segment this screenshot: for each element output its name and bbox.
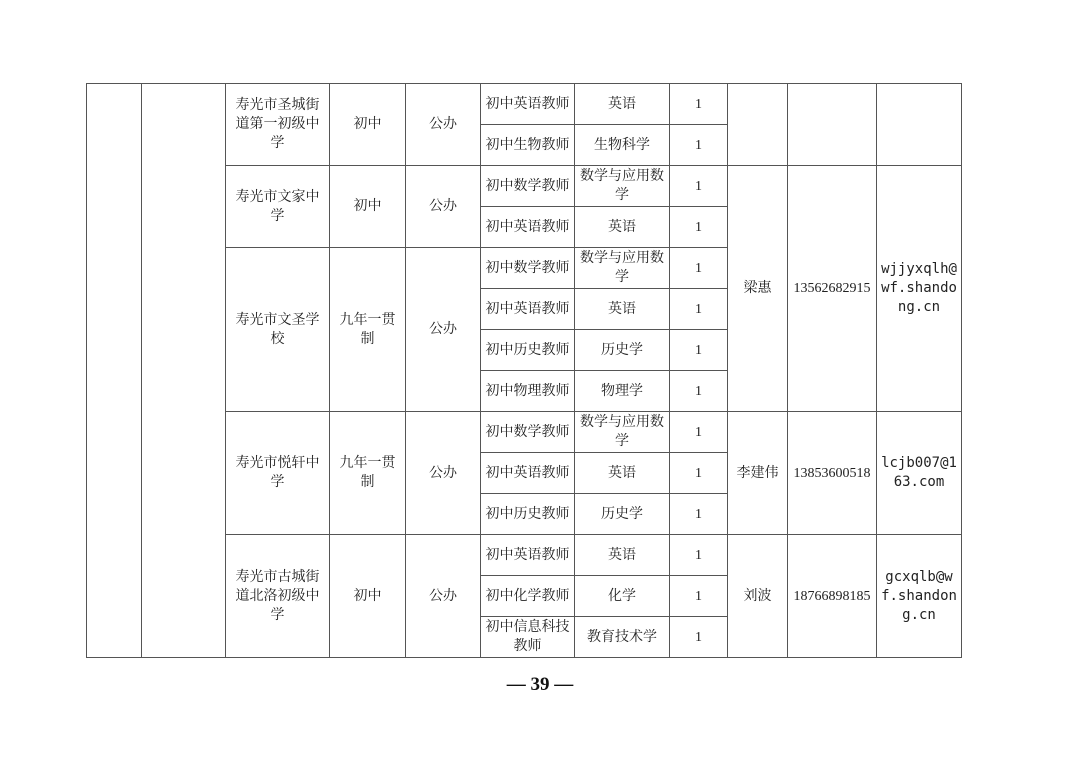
position-title: 初中英语教师 [481, 535, 575, 576]
contact-person: 刘波 [728, 535, 788, 658]
school-level: 初中 [330, 535, 406, 658]
school-level: 初中 [330, 84, 406, 166]
school-type: 公办 [406, 84, 481, 166]
position-major: 数学与应用数学 [575, 248, 670, 289]
position-count: 1 [670, 166, 728, 207]
contact-person: 李建伟 [728, 412, 788, 535]
school-level: 九年一贯制 [330, 248, 406, 412]
position-count: 1 [670, 84, 728, 125]
position-count: 1 [670, 535, 728, 576]
position-major: 历史学 [575, 494, 670, 535]
contact-phone-empty [788, 84, 877, 166]
school-level: 初中 [330, 166, 406, 248]
table-row [87, 84, 962, 125]
position-major: 数学与应用数学 [575, 166, 670, 207]
position-count: 1 [670, 412, 728, 453]
position-title: 初中化学教师 [481, 576, 575, 617]
position-title: 初中生物教师 [481, 125, 575, 166]
position-count: 1 [670, 371, 728, 412]
position-major: 英语 [575, 84, 670, 125]
position-title: 初中英语教师 [481, 289, 575, 330]
position-title: 初中信息科技教师 [481, 617, 575, 658]
position-major: 英语 [575, 453, 670, 494]
school-type: 公办 [406, 248, 481, 412]
position-count: 1 [670, 576, 728, 617]
contact-email-empty [877, 84, 962, 166]
school-level: 九年一贯制 [330, 412, 406, 535]
position-major: 数学与应用数学 [575, 412, 670, 453]
position-title: 初中英语教师 [481, 207, 575, 248]
position-title: 初中英语教师 [481, 453, 575, 494]
position-major: 英语 [575, 207, 670, 248]
position-major: 化学 [575, 576, 670, 617]
position-major: 物理学 [575, 371, 670, 412]
position-major: 教育技术学 [575, 617, 670, 658]
position-major: 历史学 [575, 330, 670, 371]
school-type: 公办 [406, 412, 481, 535]
position-count: 1 [670, 248, 728, 289]
blank-column-2 [142, 84, 226, 658]
contact-email: lcjb007@163.com [877, 412, 962, 535]
position-count: 1 [670, 125, 728, 166]
blank-column-1 [87, 84, 142, 658]
position-title: 初中历史教师 [481, 494, 575, 535]
position-title: 初中数学教师 [481, 166, 575, 207]
page-number: — 39 — [506, 674, 574, 695]
position-title: 初中数学教师 [481, 412, 575, 453]
position-count: 1 [670, 289, 728, 330]
contact-phone: 13853600518 [788, 412, 877, 535]
school-name: 寿光市文圣学校 [226, 248, 330, 412]
position-title: 初中物理教师 [481, 371, 575, 412]
position-count: 1 [670, 453, 728, 494]
position-count: 1 [670, 207, 728, 248]
contact-person-empty [728, 84, 788, 166]
position-major: 生物科学 [575, 125, 670, 166]
school-name: 寿光市文家中学 [226, 166, 330, 248]
school-type: 公办 [406, 166, 481, 248]
position-major: 英语 [575, 289, 670, 330]
position-count: 1 [670, 330, 728, 371]
position-title: 初中英语教师 [481, 84, 575, 125]
contact-phone: 18766898185 [788, 535, 877, 658]
position-title: 初中数学教师 [481, 248, 575, 289]
school-name: 寿光市悦轩中学 [226, 412, 330, 535]
school-name: 寿光市圣城街道第一初级中学 [226, 84, 330, 166]
contact-person: 梁惠 [728, 166, 788, 412]
position-count: 1 [670, 617, 728, 658]
school-name: 寿光市古城街道北洛初级中学 [226, 535, 330, 658]
position-major: 英语 [575, 535, 670, 576]
recruitment-table [86, 83, 962, 658]
contact-phone: 13562682915 [788, 166, 877, 412]
contact-email: wjjyxqlh@wf.shandong.cn [877, 166, 962, 412]
contact-email: gcxqlb@wf.shandong.cn [877, 535, 962, 658]
position-title: 初中历史教师 [481, 330, 575, 371]
school-type: 公办 [406, 535, 481, 658]
position-count: 1 [670, 494, 728, 535]
